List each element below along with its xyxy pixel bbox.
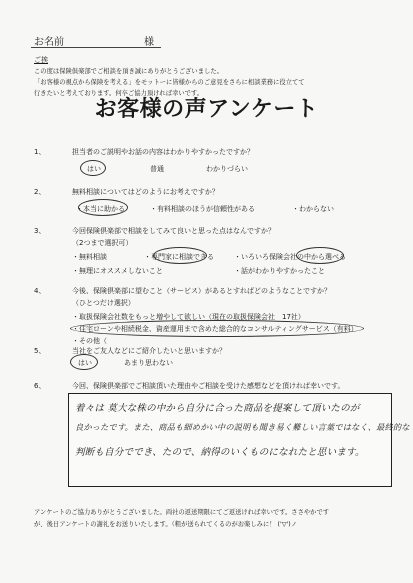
q3-note: （2つまで選択可） <box>72 239 133 247</box>
q5-selection-circle <box>70 354 98 370</box>
q5-number: 5、 <box>34 347 46 355</box>
q2-option-paid[interactable]: ・有料相談のほうが信頼性がある <box>150 205 255 213</box>
q4-option-consulting[interactable]: ・住宅ローンや相続税金、資産運用まで含めた総合的なコンサルティングサービス（有料） <box>72 325 358 333</box>
handwritten-line-3: 判断も自分ででき、たので、納得のいくものになれたと思います。 <box>75 447 365 458</box>
q4-option-other[interactable]: ・その他（ <box>72 337 107 345</box>
name-label: お名前 <box>34 37 64 48</box>
honorific-sama: 様 <box>144 37 154 48</box>
q3-option-expert[interactable]: ・専門家に相談できる <box>144 253 214 261</box>
q6-number: 6、 <box>34 382 46 390</box>
name-underline <box>31 47 161 48</box>
q3-number: 3、 <box>34 227 46 235</box>
intro-line-1: この度は保険倶楽部でご相談を頂き誠にありがとうございました。 <box>34 68 223 75</box>
q2-option-unknown[interactable]: ・わからない <box>292 205 334 213</box>
handwritten-line-2: 良かったです。また、商品も細めかい中の説明も聞き易く難しい言葉ではなく、最終的な <box>75 422 410 432</box>
comment-box[interactable] <box>68 393 410 487</box>
q3-option-clear[interactable]: ・話がわかりやすかったこと <box>234 267 325 275</box>
intro-line-2: 「お客様の視点から保険を考える」をモットーに皆様からのご意見をさらに相談業務に役立てて <box>34 79 305 86</box>
q3-selection-circle-expert <box>153 247 207 264</box>
q3-option-no-push[interactable]: ・無理にオススメしないこと <box>72 267 163 275</box>
page-title: お客様の声アンケート <box>94 97 319 122</box>
footer-line-2: が、後日アンケートの謝礼をお送りいたします。（粗が送られてくるのがお楽しみに！ ('▽')ノ <box>34 521 298 528</box>
q2-selection-circle <box>78 199 128 216</box>
q4-number: 4、 <box>34 287 46 295</box>
q2-number: 2、 <box>34 188 46 196</box>
intro-line-3: 行きたいと考えております。何卒ご協力頂ければ幸いです。 <box>34 90 204 97</box>
q1-option-hard[interactable]: わかりづらい <box>206 165 248 173</box>
q1-text: 担当者のご説明やお話の内容はわかりやすかったですか？ <box>72 148 254 156</box>
q2-option-helpful[interactable]: ・本当に助かる <box>76 205 125 213</box>
q1-option-yes[interactable]: はい <box>87 165 101 173</box>
q3-option-choice[interactable]: ・いろいろ保険会社の中から選べる <box>234 253 346 261</box>
footer-line-1: アンケートのご協力ありがとうございました。両社の返送期限にてご返送ければ幸いです。ささやかです <box>34 509 330 516</box>
q5-option-yes[interactable]: はい <box>78 359 92 367</box>
q4-option-more-companies[interactable]: ・取扱保険会社数をもっと増やして欲しい（現在の取扱保険会社 17社） <box>72 313 305 321</box>
q5-text: 当社をご友人などにご紹介したいと思いますか？ <box>72 347 226 355</box>
q4-text: 今後、保険倶楽部に望むこと（サービス）があるとすればどのようなことですか？ <box>72 287 331 295</box>
q3-option-free[interactable]: ・無料相談 <box>72 253 107 261</box>
q2-text: 無料相談についてはどのようにお考えですか？ <box>72 188 219 196</box>
intro-heading: ご挨 <box>34 56 48 64</box>
q4-selection-circle <box>70 320 364 337</box>
q4-note: （ひとつだけ選択） <box>72 299 135 307</box>
q1-selection-circle <box>80 160 106 176</box>
q5-option-not-really[interactable]: あまり思わない <box>124 359 173 367</box>
handwritten-line-1: 着々は 莫大な株の中から自分に合った商品を提案して頂いたのが <box>75 403 360 414</box>
q3-text: 今回保険倶楽部で相談をしてみて良いと思った点はなんですか？ <box>72 227 275 235</box>
q1-number: 1、 <box>34 148 46 156</box>
q3-selection-circle-choice <box>296 247 344 264</box>
q6-text: 今回、保険倶楽部でご相談頂いた理由やご相談を受けた感想などを頂ければ幸いです。 <box>72 382 345 390</box>
q1-option-normal[interactable]: 普通 <box>150 165 164 173</box>
